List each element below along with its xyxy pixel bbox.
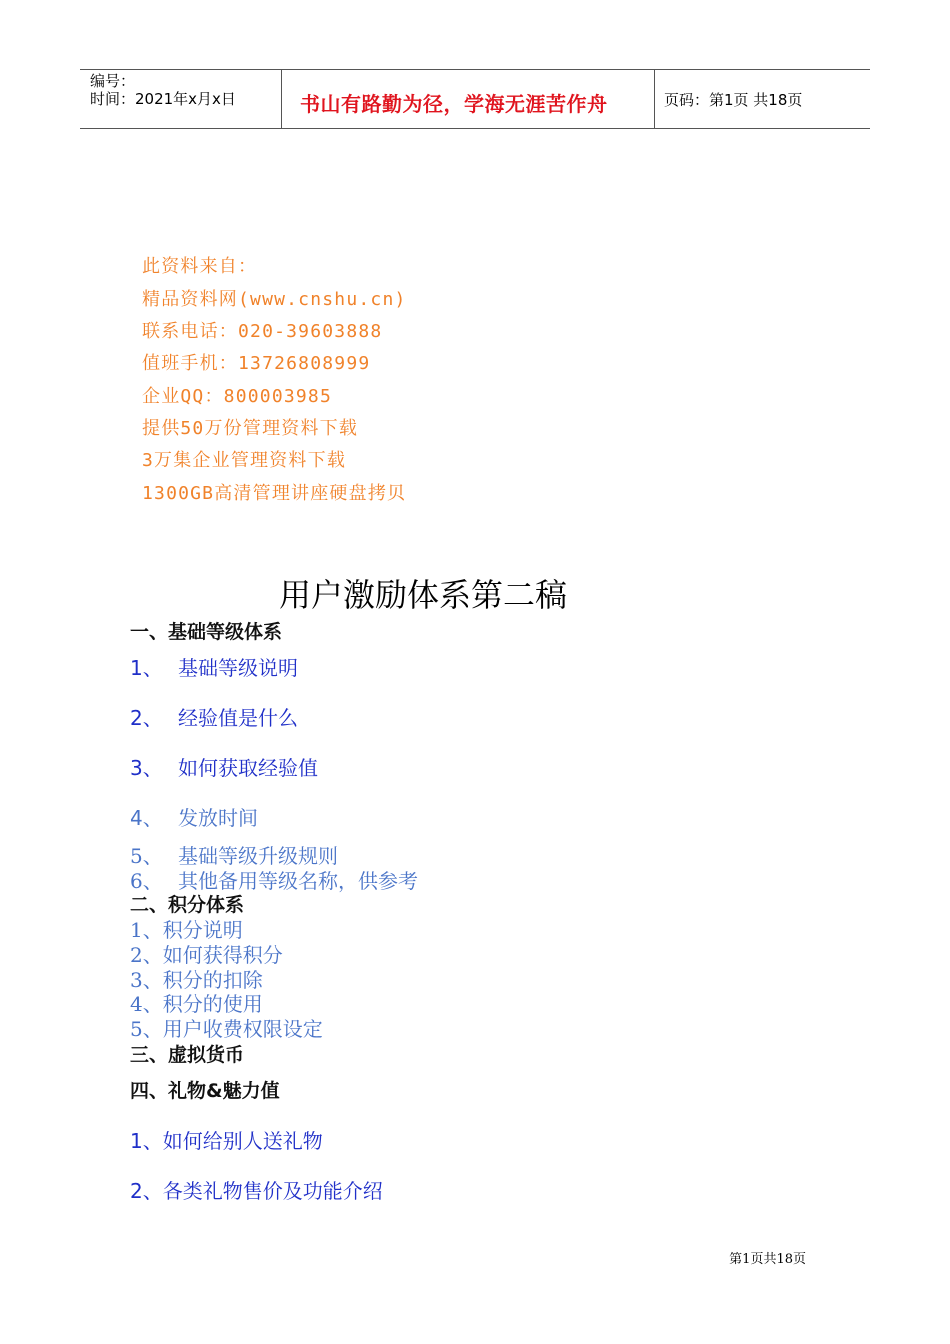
item-number: 6、 (130, 869, 163, 893)
item-number: 4、 (130, 806, 163, 830)
list-item (0, 752, 950, 782)
list-item: 4、积分的使用 (130, 992, 263, 1016)
item-text: 如何获取经验值 (178, 756, 318, 780)
list-item: 1、积分说明 (130, 918, 243, 942)
list-item: 2、如何获得积分 (130, 943, 283, 967)
item-text: 经验值是什么 (178, 706, 298, 730)
source-line: 企业QQ：800003985 (142, 386, 333, 407)
source-line: 值班手机：13726808999 (142, 353, 371, 374)
serial-label: 编号： (90, 72, 136, 90)
item-text: 基础等级说明 (178, 656, 298, 680)
item-text: 基础等级升级规则 (178, 844, 338, 868)
header-top-rule (80, 69, 870, 70)
list-item: 2、各类礼物售价及功能介绍 (130, 1179, 383, 1203)
time-label: 时间：2021年x月x日 (90, 90, 236, 108)
header-divider (654, 69, 655, 129)
item-number: 1、 (130, 656, 163, 680)
item-number: 2、 (130, 706, 163, 730)
list-item (0, 802, 950, 832)
section-heading: 四、礼物&魅力值 (130, 1080, 280, 1102)
section-heading: 一、基础等级体系 (130, 621, 283, 643)
header-page-label: 页码：第1页 共18页 (664, 91, 803, 109)
item-number: 5、 (130, 844, 163, 868)
item-number: 3、 (130, 756, 163, 780)
header-divider (281, 69, 282, 129)
source-line: 1300GB高清管理讲座硬盘拷贝 (142, 483, 407, 504)
source-line: 3万集企业管理资料下载 (142, 450, 347, 471)
source-line: 提供50万份管理资料下载 (142, 418, 359, 439)
document-title: 用户激励体系第二稿 (278, 576, 567, 614)
source-line: 联系电话：020-39603888 (142, 321, 383, 342)
page-footer: 第1页共18页 (729, 1252, 806, 1267)
list-item (0, 702, 950, 732)
list-item: 5、用户收费权限设定 (130, 1017, 323, 1041)
header-motto: 书山有路勤为径，学海无涯苦作舟 (300, 92, 608, 116)
header-bottom-rule (80, 128, 870, 129)
item-text: 其他备用等级名称，供参考 (178, 869, 418, 893)
list-item: 1、如何给别人送礼物 (130, 1129, 323, 1153)
source-line: 此资料来自： (142, 256, 258, 277)
section-heading: 二、积分体系 (130, 894, 245, 916)
source-line: 精品资料网(www.cnshu.cn) (142, 289, 407, 310)
list-item: 3、积分的扣除 (130, 968, 263, 992)
item-text: 发放时间 (178, 806, 258, 830)
list-item (0, 652, 950, 682)
section-heading: 三、虚拟货币 (130, 1044, 245, 1066)
